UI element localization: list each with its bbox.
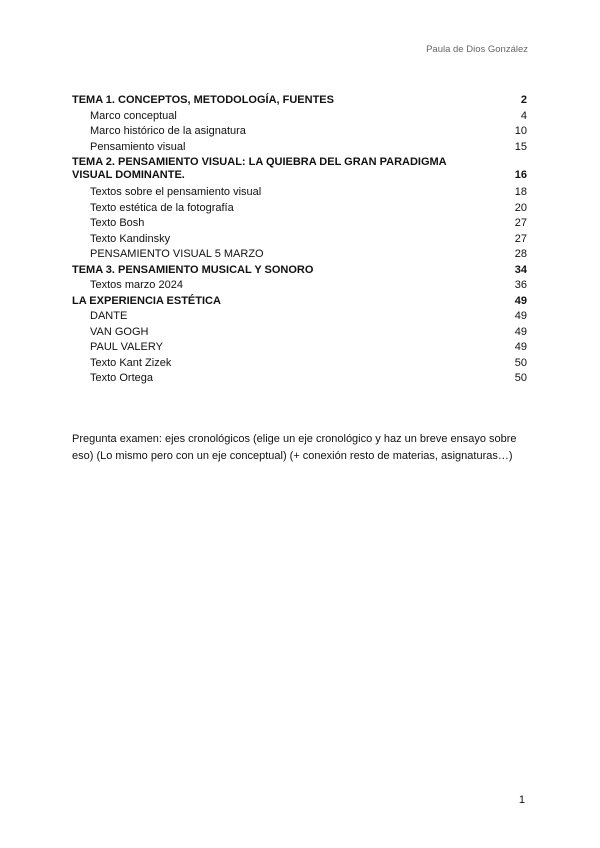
page-number: 1	[518, 794, 525, 806]
toc-entry-page: 27	[514, 217, 527, 229]
toc-entry[interactable]	[72, 278, 527, 294]
toc-entry[interactable]	[72, 124, 527, 140]
page-header-author: Paula de Dios González	[426, 44, 528, 55]
toc-entry-title: Textos sobre el pensamiento visual	[90, 186, 262, 198]
toc-entry-page: 2	[520, 94, 527, 106]
toc-entry[interactable]	[72, 340, 527, 356]
toc-entry[interactable]	[72, 263, 527, 279]
toc-entry-page: 49	[514, 310, 527, 322]
toc-entry-title: TEMA 2. PENSAMIENTO VISUAL: LA QUIEBRA DEL GRAN PARADIGMA VISUAL DOMINANTE.	[72, 156, 447, 181]
toc-entry[interactable]	[72, 294, 527, 310]
toc-entry[interactable]	[72, 371, 527, 387]
toc-entry-title: Texto Ortega	[90, 372, 153, 384]
toc-entry-page: 10	[514, 125, 527, 137]
toc-entry[interactable]	[72, 140, 527, 156]
toc-entry-title: Textos marzo 2024	[90, 279, 183, 291]
toc-entry-title: Texto Kandinsky	[90, 232, 171, 245]
toc-entry-title: Marco conceptual	[90, 109, 177, 122]
toc-entry-title: TEMA 3. PENSAMIENTO MUSICAL Y SONORO	[72, 263, 314, 276]
toc-entry[interactable]	[72, 232, 527, 248]
toc-entry[interactable]	[72, 109, 527, 125]
toc-entry-title: TEMA 1. CONCEPTOS, METODOLOGÍA, FUENTES	[72, 94, 334, 106]
toc-entry-title: Texto Bosh	[90, 217, 145, 229]
toc-entry-title: Texto Kant Zizek	[90, 356, 172, 369]
table-of-contents	[72, 93, 527, 387]
toc-entry-page: 34	[514, 263, 527, 276]
toc-entry[interactable]	[72, 356, 527, 372]
toc-entry-title: PAUL VALERY	[90, 341, 163, 353]
toc-entry-title: DANTE	[90, 310, 128, 322]
toc-entry-page: 20	[514, 201, 527, 214]
toc-entry-title: Marco histórico de la asignatura	[90, 125, 246, 137]
toc-entry-page: 15	[514, 140, 527, 153]
toc-entry-page: 16	[514, 169, 527, 181]
toc-entry-page: 49	[514, 341, 527, 353]
toc-entry-title: PENSAMIENTO VISUAL 5 MARZO	[90, 248, 264, 260]
toc-entry-page: 18	[514, 186, 527, 198]
toc-entry-title: VAN GOGH	[90, 325, 149, 338]
toc-entry[interactable]	[72, 309, 527, 325]
toc-entry-page: 50	[514, 356, 527, 369]
toc-entry[interactable]	[72, 247, 527, 263]
toc-entry-page: 28	[514, 248, 527, 260]
toc-entry[interactable]	[72, 216, 527, 232]
toc-entry-page: 36	[514, 279, 527, 291]
toc-entry[interactable]	[72, 93, 527, 109]
toc-entry-page: 4	[520, 109, 527, 122]
toc-entry-page: 50	[514, 372, 527, 384]
toc-entry-title: Pensamiento visual	[90, 140, 186, 153]
toc-entry[interactable]	[72, 185, 527, 201]
toc-entry-title: LA EXPERIENCIA ESTÉTICA	[72, 294, 221, 307]
toc-entry-page: 49	[514, 325, 527, 338]
toc-entry-page: 49	[514, 294, 527, 307]
toc-entry-page: 27	[514, 232, 527, 245]
toc-entry[interactable]	[72, 156, 527, 182]
toc-entry-title: Texto estética de la fotografía	[90, 201, 234, 214]
exam-question-note: Pregunta examen: ejes cronológicos (elige un eje cronológico y haz un breve ensayo sobre eso) (Lo mismo pero con un eje conceptual) (+ conexión resto de materias, asignaturas…)	[72, 433, 517, 462]
toc-entry[interactable]	[72, 201, 527, 217]
toc-entry[interactable]	[72, 325, 527, 341]
